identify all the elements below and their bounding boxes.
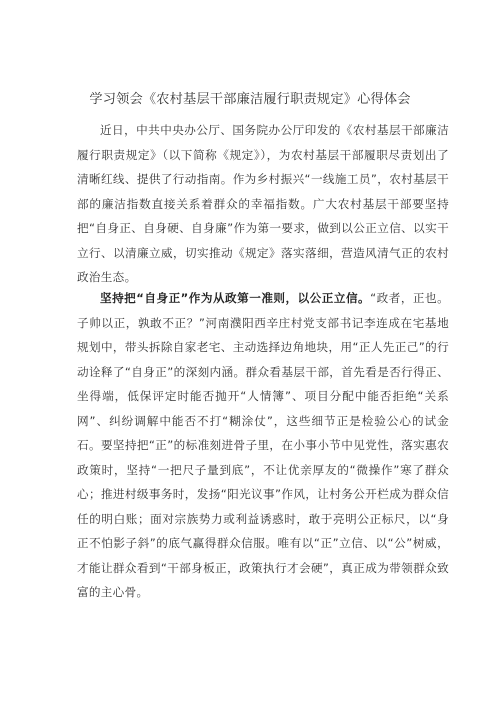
paragraph-intro-text: 近日，中共中央办公厅、国务院办公厅印发的《农村基层干部廉洁履行职责规定》（以下简称《规定》），为农村基层干部履职尽责划出了清晰红线、提供了行动指南。作为乡村振兴“一线施工员”，农村基层干部的廉洁指数直接关系着群众的幸福指数。广大农村基层干部要坚持把“自身正、自身硬、自身廉”作为第一要求，做到以公正立信、以实干立行、以清廉立威，切实推动《规定》落实落细，营造风清气正的农村政治生态。 (77, 123, 449, 284)
paragraph-section-1-text: “政者，正也。子帅以正，孰敢不正？”河南濮阳西辛庄村党支部书记李连成在宅基地规划中，带头拆除自家老宅、主动选择边角地块，用“正人先正己”的行动诠释了“自身正”的深刻内涵。群众看基层干部，首先看是否行得正、坐得端，低保评定时能否抛开“人情簿”、项目分配中能否拒绝“关系网”、纠纷调解中能否不打“糊涂仗”，这些细节正是检验公心的试金石。要坚持把“正”的标准刻进骨子里，在小事小节中见党性，落实惠农政策时，坚持“一把尺子量到底”，不让优亲厚友的“微操作”寒了群众心；推进村级事务时，发扬“阳光议事”作风，让村务公开栏成为群众信任的明白账；面对宗族势力或利益诱惑时，敢于亮明公正标尺，以“身正不怕影子斜”的底气赢得群众信服。唯有以“正”立信、以“公”树威，才能让群众看到“干部身板正，政策执行才会硬”，真正成为带领群众致富的主心骨。 (77, 291, 449, 599)
paragraph-section-1 (77, 286, 449, 605)
document-title: 学习领会《农村基层干部廉洁履行职责规定》心得体会 (89, 92, 411, 107)
paragraph-intro (77, 118, 449, 290)
paragraph-section-1-heading: 坚持把“自身正”作为从政第一准则，以公正立信。 (100, 291, 371, 305)
